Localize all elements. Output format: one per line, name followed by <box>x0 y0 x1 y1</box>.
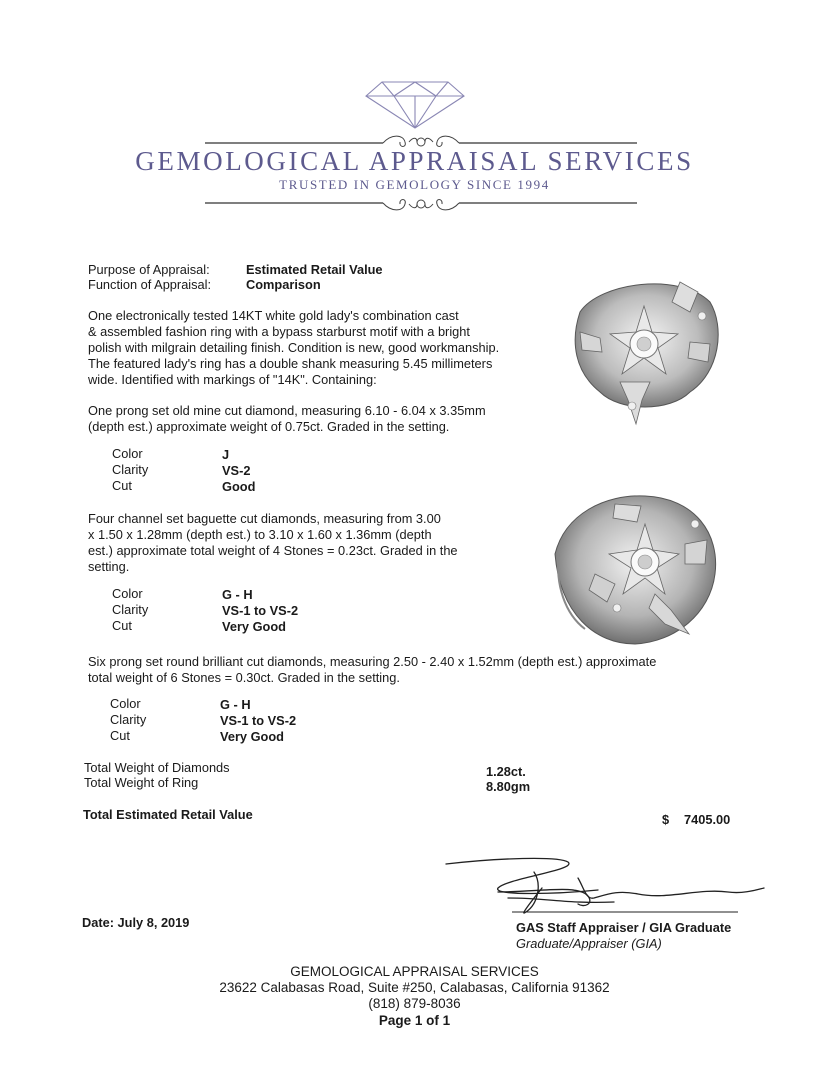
purpose-value: Estimated Retail Value <box>246 262 383 277</box>
description-line: One electronically tested 14KT white gold lady's combination cast <box>88 308 459 323</box>
currency-symbol: $ <box>662 812 670 827</box>
total-diamonds-value: 1.28ct. <box>486 764 526 779</box>
stone-3-desc-line: Six prong set round brilliant cut diamonds, measuring 2.50 - 2.40 x 1.52mm (depth est.) approximate <box>88 654 657 669</box>
stone-3-color-value: G - H <box>220 697 251 712</box>
purpose-label: Purpose of Appraisal: <box>88 262 210 277</box>
stone-3-desc-line: total weight of 6 Stones = 0.30ct. Graded in the setting. <box>88 670 400 685</box>
stone-3-color-label: Color <box>110 696 141 711</box>
stone-1-clarity-value: VS-2 <box>222 463 251 478</box>
function-label: Function of Appraisal: <box>88 277 212 292</box>
total-diamonds-label: Total Weight of Diamonds <box>84 760 230 775</box>
stone-3-clarity-value: VS-1 to VS-2 <box>220 713 297 728</box>
stone-2-clarity-label: Clarity <box>112 602 149 617</box>
description-line: The featured lady's ring has a double shank measuring 5.45 millimeters <box>88 356 493 371</box>
ornament-rule-bottom <box>205 192 637 214</box>
stone-3-cut-value: Very Good <box>220 729 285 744</box>
stone-2-cut-value: Very Good <box>222 619 287 634</box>
footer-address: 23622 Calabasas Road, Suite #250, Calabasas, California 91362 <box>219 980 610 995</box>
stone-2-color-value: G - H <box>222 587 253 602</box>
stone-3-cut-label: Cut <box>110 728 130 743</box>
stone-2-desc-line: setting. <box>88 559 130 574</box>
stone-1-desc-line: (depth est.) approximate weight of 0.75ct. Graded in the setting. <box>88 419 450 434</box>
stone-1-cut-label: Cut <box>112 478 132 493</box>
stone-1-clarity-label: Clarity <box>112 462 149 477</box>
appraisal-date: Date: July 8, 2019 <box>82 915 190 930</box>
stone-1-cut-value: Good <box>222 479 256 494</box>
footer-page-number: Page 1 of 1 <box>378 1013 451 1028</box>
total-retail-label: Total Estimated Retail Value <box>83 807 253 822</box>
brand-tagline: TRUSTED IN GEMOLOGY SINCE 1994 <box>279 177 550 192</box>
stone-3-clarity-label: Clarity <box>110 712 147 727</box>
total-ring-value: 8.80gm <box>486 779 531 794</box>
brand-name: GEMOLOGICAL APPRAISAL SERVICES <box>135 146 694 176</box>
total-retail-value: 7405.00 <box>684 812 731 827</box>
description-line: & assembled fashion ring with a bypass starburst motif with a bright <box>88 324 470 339</box>
stone-1-color-label: Color <box>112 446 143 461</box>
stone-2-desc-line: x 1.50 x 1.28mm (depth est.) to 3.10 x 1.60 x 1.36mm (depth <box>88 527 432 542</box>
footer-phone: (818) 879-8036 <box>368 996 461 1011</box>
function-value: Comparison <box>246 277 321 292</box>
stone-2-clarity-value: VS-1 to VS-2 <box>222 603 299 618</box>
appraiser-title: GAS Staff Appraiser / GIA Graduate <box>516 920 732 935</box>
stone-2-desc-line: est.) approximate total weight of 4 Stones = 0.23ct. Graded in the <box>88 543 458 558</box>
ring-photo-bottom <box>545 484 725 649</box>
stone-2-color-label: Color <box>112 586 143 601</box>
footer-company: GEMOLOGICAL APPRAISAL SERVICES <box>290 964 539 979</box>
appraiser-subtitle: Graduate/Appraiser (GIA) <box>516 936 662 951</box>
stone-2-cut-label: Cut <box>112 618 132 633</box>
diamond-logo-icon <box>360 78 470 130</box>
stone-2-desc-line: Four channel set baguette cut diamonds, measuring from 3.00 <box>88 511 441 526</box>
description-line: wide. Identified with markings of "14K". Containing: <box>88 372 377 387</box>
description-line: polish with milgrain detailing finish. Condition is new, good workmanship. <box>88 340 500 355</box>
total-ring-label: Total Weight of Ring <box>84 775 199 790</box>
stone-1-color-value: J <box>222 447 230 462</box>
stone-1-desc-line: One prong set old mine cut diamond, measuring 6.10 - 6.04 x 3.35mm <box>88 403 486 418</box>
appraiser-signature <box>438 848 768 920</box>
ring-photo-top <box>560 272 728 432</box>
